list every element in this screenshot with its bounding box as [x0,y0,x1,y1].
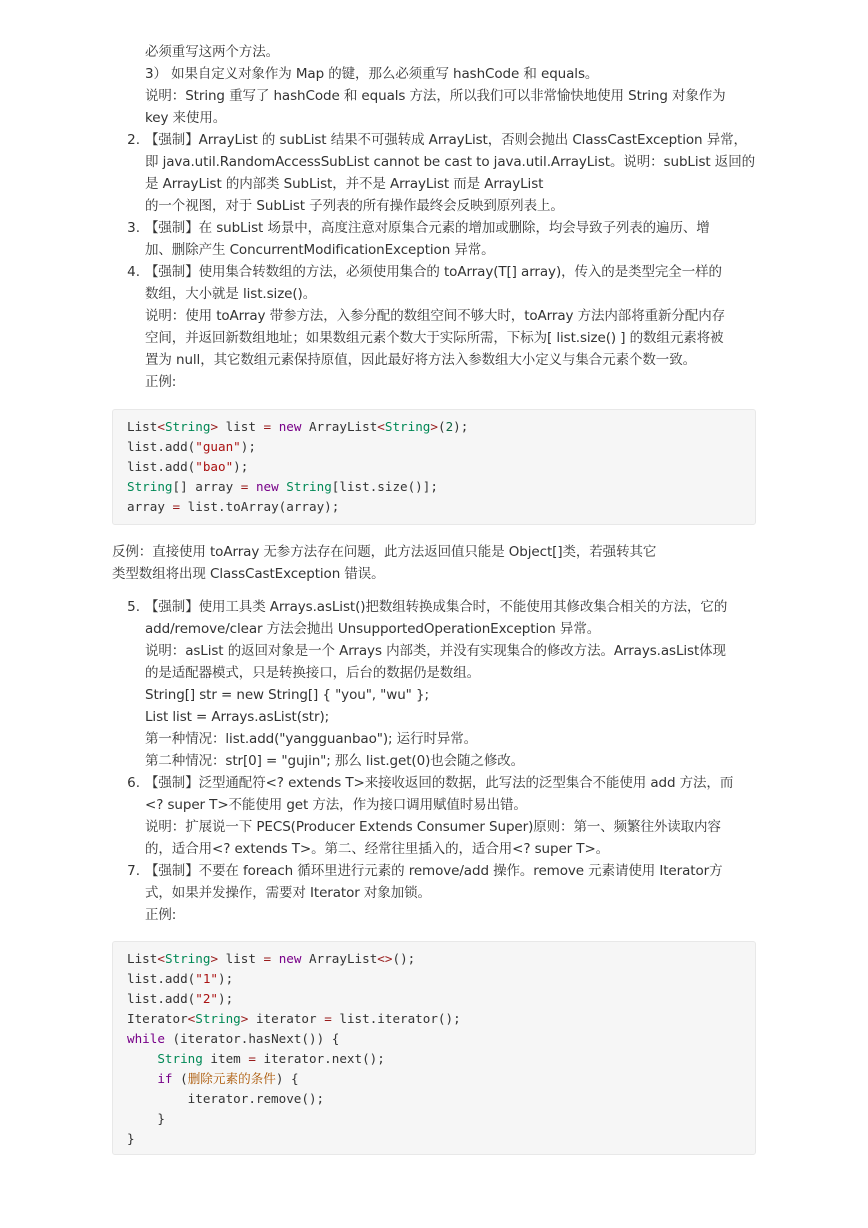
code-line: list.add("2"); [127,991,234,1006]
code-line: } [127,1111,165,1126]
list-item-number: 3. [127,220,140,236]
code-block [112,409,756,525]
list-item-text: <? super T>不能使用 get 方法，作为接口调用赋值时易出错。 [145,797,527,813]
code-line: Iterator<String> iterator = list.iterator(); [127,1011,461,1026]
list-item-text: String[] str = new String[] { "you", "wu" }; [145,687,429,703]
list-item-text: 正例: [145,374,177,390]
list-item-text: 的一个视图，对于 SubList 子列表的所有操作最终会反映到原列表上。 [145,198,564,214]
list-item-text: 第一种情况：list.add("yangguanbao"); 运行时异常。 [145,731,478,747]
list-item-text: add/remove/clear 方法会抛出 UnsupportedOperationException 异常。 [145,621,601,637]
list-item-text: 第二种情况：str[0] = "gujin"; 那么 list.get(0)也会随之修改。 [145,753,525,769]
list-item-number: 7. [127,863,140,879]
list-item-text: 说明：asList 的返回对象是一个 Arrays 内部类，并没有实现集合的修改方法。Arrays.asList体现 [145,643,726,659]
code-line: } [127,1131,135,1146]
list-item-number: 2. [127,132,140,148]
code-line: List<String> list = new ArrayList<String>(2); [127,419,469,434]
intro-note: 说明：String 重写了 hashCode 和 equals 方法，所以我们可以非常愉快地使用 String 对象作为 [145,88,726,104]
list-item-text: 【强制】泛型通配符<? extends T>来接收返回的数据，此写法的泛型集合不能使用 add 方法，而 [145,775,734,791]
list-item-text: List list = Arrays.asList(str); [145,709,330,725]
list-item-text: 加、删除产生 ConcurrentModificationException 异常。 [145,242,495,258]
code-line: array = list.toArray(array); [127,499,340,514]
list-item-text: 说明：使用 toArray 带参方法，入参分配的数组空间不够大时，toArray 方法内部将重新分配内存 [145,308,725,324]
code-line: List<String> list = new ArrayList<>(); [127,951,416,966]
list-item-text: 【强制】使用集合转数组的方法，必须使用集合的 toArray(T[] array)，传入的是类型完全一样的 [145,264,722,280]
code-line: iterator.remove(); [127,1091,325,1106]
code-line: String item = iterator.next(); [157,1051,385,1066]
intro-line: 3） 如果自定义对象作为 Map 的键，那么必须重写 hashCode 和 equals。 [145,66,599,82]
list-item-text: 【强制】在 subList 场景中，高度注意对原集合元素的增加或删除，均会导致子列表的遍历、增 [145,220,710,236]
list-item-number: 4. [127,264,140,280]
code-line: list.add("1"); [127,971,234,986]
list-item-text: 的是适配器模式，只是转换接口，后台的数据仍是数组。 [145,665,480,681]
list-item-text: 空间，并返回新数组地址；如果数组元素个数大于实际所需，下标为[ list.size() ] 的数组元素将被 [145,330,724,346]
intro-line: 必须重写这两个方法。 [145,44,279,60]
list-item-number: 6. [127,775,140,791]
list-item-text: 【强制】ArrayList 的 subList 结果不可强转成 ArrayList，否则会抛出 ClassCastException 异常， [145,132,747,148]
list-item-text: 的，适合用<? extends T>。第二、经常往里插入的，适合用<? super T>。 [145,841,610,857]
code-line: if (删除元素的条件) { [157,1071,299,1086]
code-line: String[] array = new String[list.size()]; [127,479,438,494]
code-line: list.add("bao"); [127,459,249,474]
list-item-text: 置为 null，其它数组元素保持原值，因此最好将方法入参数组大小定义与集合元素个数一致。 [145,352,697,368]
list-item-number: 5. [127,599,140,615]
list-item-text: 即 java.util.RandomAccessSubList cannot be cast to java.util.ArrayList。说明：subList 返回的 [145,154,756,170]
counter-example-text: 类型数组将出现 ClassCastException 错误。 [112,566,385,582]
list-item-text: 是 ArrayList 的内部类 SubList，并不是 ArrayList 而是 ArrayList [145,176,544,192]
list-item-text: 数组，大小就是 list.size()。 [145,286,317,302]
list-item-text: 【强制】使用工具类 Arrays.asList()把数组转换成集合时，不能使用其修改集合相关的方法，它的 [145,599,728,615]
code-line: while (iterator.hasNext()) { [127,1031,340,1046]
list-item-text: 说明：扩展说一下 PECS(Producer Extends Consumer Super)原则：第一、频繁往外读取内容 [145,819,721,835]
list-item-text: 【强制】不要在 foreach 循环里进行元素的 remove/add 操作。remove 元素请使用 Iterator方 [145,863,723,879]
list-item-text: 正例: [145,907,177,923]
code-block [112,941,756,1155]
counter-example-text: 反例：直接使用 toArray 无参方法存在问题，此方法返回值只能是 Object[]类，若强转其它 [112,544,657,560]
intro-note: key 来使用。 [145,110,227,126]
code-line: list.add("guan"); [127,439,256,454]
list-item-text: 式，如果并发操作，需要对 Iterator 对象加锁。 [145,885,431,901]
